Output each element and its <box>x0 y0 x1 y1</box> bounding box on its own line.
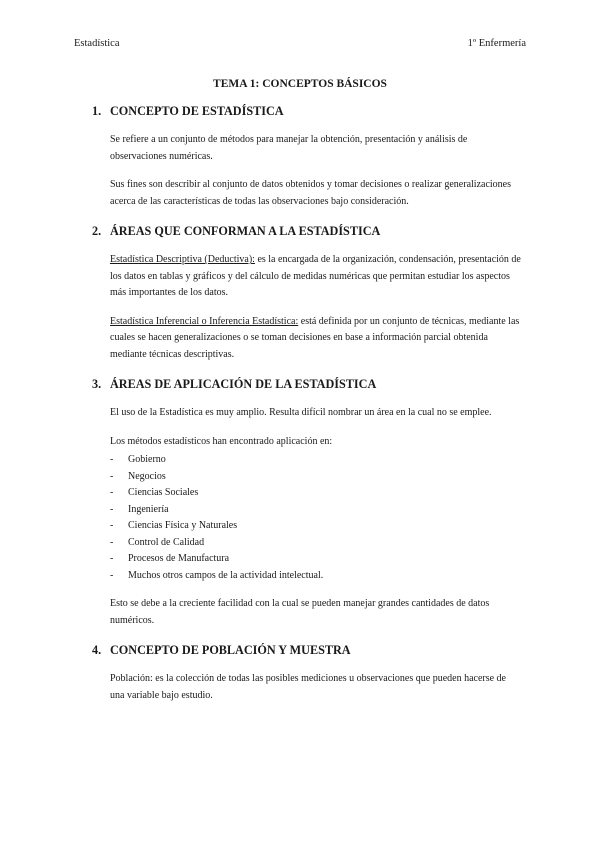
section-heading <box>92 643 522 658</box>
section-number: 4. <box>92 643 102 657</box>
list-item: - Ciencias Sociales <box>110 487 199 498</box>
list-item: - Negocios <box>110 470 166 482</box>
application-list <box>110 452 522 584</box>
section-heading <box>92 104 522 119</box>
section-number: 2. <box>92 224 102 238</box>
document-body <box>92 104 522 718</box>
term-descriptiva: Estadística Descriptiva (Deductiva): <box>110 254 255 265</box>
section-heading <box>92 224 522 239</box>
document-title: TEMA 1: CONCEPTOS BÁSICOS <box>213 78 387 90</box>
list-item: - Control de Calidad <box>110 536 205 548</box>
list-item: - Ingeniería <box>110 503 169 515</box>
list-item: - Muchos otros campos de la actividad intelectual. <box>110 569 324 581</box>
section-4 <box>92 643 522 704</box>
paragraph: Los métodos estadísticos han encontrado aplicación en: <box>110 435 333 447</box>
paragraph: Esto se debe a la creciente facilidad con la cual se pueden manejar grandes cantidades de datos numéricos. <box>110 598 490 626</box>
section-title: CONCEPTO DE ESTADÍSTICA <box>110 104 284 118</box>
definition-inferencial <box>110 314 522 364</box>
section-number: 1. <box>92 104 102 118</box>
list-item: - Ciencias Física y Naturales <box>110 520 238 531</box>
header-subject: Estadística <box>74 38 120 49</box>
section-title: ÁREAS DE APLICACIÓN DE LA ESTADÍSTICA <box>110 377 377 391</box>
section-title: CONCEPTO DE POBLACIÓN Y MUESTRA <box>110 643 351 657</box>
definition-text: es la encargada de la organización, condensación, presentación de los datos en tablas y gráficos y del cálculo de medidas numéricas que permitan estudiar los aspectos más importantes de los datos. <box>110 254 521 298</box>
paragraph: Se refiere a un conjunto de métodos para manejar la obtención, presentación y análisis de observaciones numéricas. <box>110 134 468 162</box>
section-number: 3. <box>92 377 102 391</box>
list-item: - Procesos de Manufactura <box>110 553 230 564</box>
definition-text: está definida por un conjunto de técnicas, mediante las cuales se hacen generalizaciones o se toman decisiones en base a información parcial obtenida mediante técnicas descriptivas. <box>110 315 520 360</box>
section-2 <box>92 224 522 363</box>
paragraph: Sus fines son describir al conjunto de datos obtenidos y tomar decisiones o realizar generalizaciones acerca de las características de todas las observaciones bajo consideración. <box>110 179 511 207</box>
header-course: 1º Enfermería <box>467 38 526 49</box>
section-title: ÁREAS QUE CONFORMAN A LA ESTADÍSTICA <box>110 224 381 238</box>
term-inferencial: Estadística Inferencial o Inferencia Estadística: <box>110 315 299 327</box>
paragraph: Población: es la colección de todas las posibles mediciones u observaciones que pueden hacerse de una variable bajo estudio. <box>110 673 506 701</box>
list-item: - Gobierno <box>110 454 166 465</box>
section-1 <box>92 104 522 210</box>
definition-descriptiva <box>110 252 522 302</box>
section-heading <box>92 377 522 392</box>
paragraph: El uso de la Estadística es muy amplio. Resulta difícil nombrar un área en la cual no se emplee. <box>110 407 492 418</box>
section-3 <box>92 377 522 629</box>
